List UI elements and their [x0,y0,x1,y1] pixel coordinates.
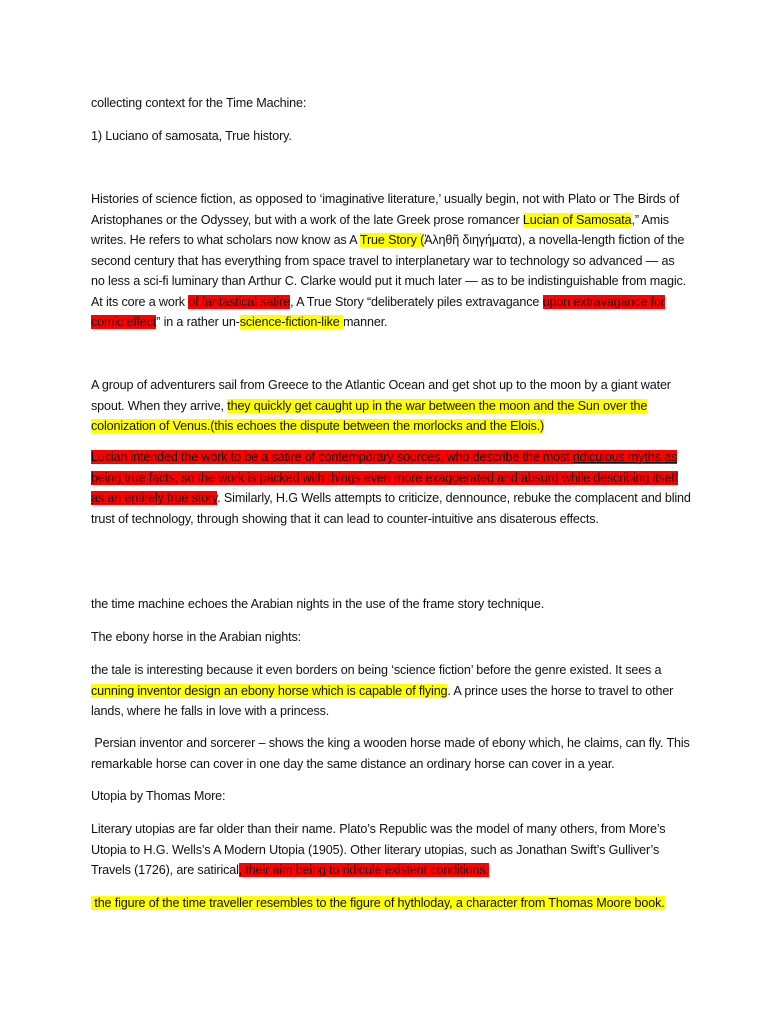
paragraph-frame-story: the time machine echoes the Arabian nights in the use of the frame story technique. [91,597,545,611]
text-run: manner. [342,315,388,329]
section-heading-lucian: 1) Luciano of samosata, True history. [91,129,292,143]
highlight-red: upon extravagance for comic effect [91,294,665,329]
highlight-yellow: science-fiction-like [239,315,343,329]
text-run: Literary utopias are far older than their name. Plato’s Republic was the model of many others, from More’s Utopia to H.G. Wells’s A Modern Utopia (1905). Other literary utopias, such as Jonathan Swift’s Gulliver’s Travels (1726), are satirical [91,822,666,877]
text-run: . Similarly, H.G Wells attempts to criticize, dennounce, rebuke the complacent and blind trust of technology, through showing that it can lead to counter-intuitive ans disaterous effects. [91,491,691,526]
section-heading-ebony-horse: The ebony horse in the Arabian nights: [91,630,301,644]
text-run: Histories of science fiction, as opposed to ‘imaginative literature,’ usually begin, not with Plato or The Birds of Aristophanes or the Odyssey, but with a work of the late Greek prose romancer [91,192,680,227]
paragraph-histories [91,189,691,333]
section-heading-utopia: Utopia by Thomas More: [91,789,226,803]
highlight-red: , so the work is packed with things even more [174,470,426,485]
text-run: the tale is interesting because it even borders on being ‘science fiction’ before the genre existed. It sees a [91,663,662,677]
highlight-yellow: True Story ( [359,233,425,247]
text-run: . A prince uses the horse to travel to other lands, where he falls in love with a princess. [91,683,674,718]
text-run: Ἀληθῆ διηγήματα), a novella-length fiction of the second century that has everything from space travel to interplanetary war to technology so advanced — as no less a sci-fi luminary than Arthur C. Clarke would put it much later — as to be indistinguishable from magic. At its core a work [91,233,686,309]
highlight-yellow: the figure of the time traveller resembles to the figure of hythloday, a character from Thomas Moore book. [91,896,665,910]
highlight-red-underlined: exaggerated and absurd while describing itself as an entirely true story [91,470,678,505]
highlight-red: Lucian intended the work to be a satire of contemporary sources, who describe the most [91,450,573,464]
paragraph-tale [91,660,691,722]
highlight-red: , their aim being to ridicule existent conditions. [238,863,489,877]
highlight-red: of fantastical satire [188,294,291,309]
highlight-yellow: cunning inventor design an ebony horse which is capable of flying [91,683,448,698]
highlight-yellow: they quickly get caught up in the war between the moon and the Sun over the colonization of Venus.(this echoes the dispute between the morlocks and the Elois.) [91,398,648,433]
document-heading: collecting context for the Time Machine: [91,96,307,110]
text-run: A group of adventurers sail from Greece to the Atlantic Ocean and get shot up to the moon by a giant water spout. When they arrive, [91,378,671,413]
text-run: , A True Story “deliberately piles extravagance [290,294,543,309]
paragraph-literary-utopias [91,819,691,881]
paragraph-time-traveller [91,893,691,914]
highlight-red-underlined: ridiculous myths as being true facts [91,450,678,485]
paragraph-adventurers [91,375,691,437]
highlight-yellow: Lucian of Samosata [522,212,632,227]
paragraph-persian-inventor: Persian inventor and sorcerer – shows the king a wooden horse made of ebony which, he claims, can fly. This remarkable horse can cover in one day the same distance an ordinary horse can cover in a year. [91,736,694,771]
text-run: ,” Amis writes. He refers to what scholars now know as A [91,212,669,247]
text-run: ” in a rather un- [156,315,240,329]
paragraph-lucian-satire [91,447,691,529]
